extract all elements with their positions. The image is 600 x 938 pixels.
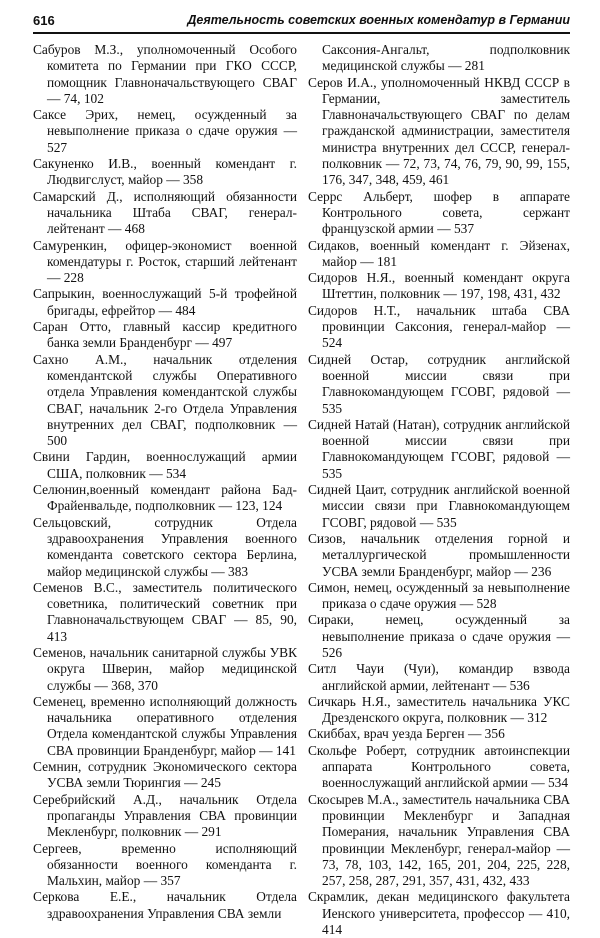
index-columns	[33, 42, 570, 938]
index-entry: Свини Гардин, военнослужащий армии США, полковник — 534	[33, 449, 297, 481]
index-entry: Самарский Д., исполняющий обязанности начальника Штаба СВАГ, генерал-лейтенант — 468	[33, 188, 297, 237]
index-entry: Сидоров Н.Т., начальник штаба СВА провинции Саксония, генерал-майор — 524	[308, 302, 570, 351]
index-entry: Саксе Эрих, немец, осужденный за невыполнение приказа о сдаче оружия — 527	[33, 107, 297, 155]
index-entry: Серрс Альберт, шофер в аппарате Контрольного совета, сержант французской армии — 537	[308, 188, 570, 237]
index-entry: Сапрыкин, военнослужащий 5-й трофейной бригады, ефрейтор — 484	[33, 286, 297, 318]
index-entry: Серов И.А., уполномоченный НКВД СССР в Германии, заместитель Главноначальствующего СВАГ по делам гражданской администрации, заместителя министра внутренних дел СССР, генерал-полковник — 72, 73, 74, 76, 79, 90, 99, 155, 176, 347, 348, 459, 461	[308, 74, 570, 188]
index-entry: Самуренкин, офицер-экономист военной комендатуры г. Росток, старший лейтенант — 228	[33, 237, 297, 286]
index-entry: Сидаков, военный комендант г. Эйзенах, майор — 181	[308, 237, 570, 269]
index-entry: Сакуненко И.В., военный комендант г. Людвигслуст, майор — 358	[33, 156, 297, 188]
index-entry: Скрамлик, декан медицинского факультета Иенского университета, профессор — 410, 414	[308, 889, 570, 938]
index-entry: Серкова Е.Е., начальник Отдела здравоохранения Управления СВА земли	[33, 889, 297, 921]
page-number: 616	[33, 13, 55, 28]
index-entry: Селюнин,военный комендант района Бад-Фрайенвальде, подполковник — 123, 124	[33, 482, 297, 514]
index-entry: Саксония-Ангальт, подполковник медицинской службы — 281	[322, 42, 570, 74]
index-entry: Семенов, начальник санитарной службы УВК округа Шверин, майор медицинской службы — 368, 370	[33, 644, 297, 693]
index-entry: Сичкарь Н.Я., заместитель начальника УКС Дрезденского округа, полковник — 312	[308, 693, 570, 726]
index-entry: Саран Отто, главный кассир кредитного банка земли Бранденбург — 497	[33, 319, 297, 351]
index-entry: Сизов, начальник отделения горной и металлургической промышленности УСВА земли Бранденбург, майор — 236	[308, 530, 570, 579]
index-entry: Симон, немец, осужденный за невыполнение приказа о сдаче оружия — 528	[308, 579, 570, 612]
right-column	[308, 42, 570, 938]
index-entry: Сидней Остар, сотрудник английской военной миссии связи при Главнокомандующем ГСОВГ, рядовой — 535	[308, 351, 570, 416]
index-entry: Семнин, сотрудник Экономического сектора УСВА земли Тюрингия — 245	[33, 759, 297, 791]
index-entry: Скосырев М.А., заместитель начальника СВА провинции Мекленбург и Западная Померания, начальник Управления СВА провинции Мекленбург, генерал-майор — 73, 78, 103, 142, 165, 201, 204, 225, 228, 257, 258, 287, 291, 357, 431, 432, 433	[308, 791, 570, 889]
left-column	[33, 42, 297, 922]
index-entry: Ситл Чауи (Чуи), командир взвода английской армии, лейтенант — 536	[308, 661, 570, 693]
index-entry: Сидней Цаит, сотрудник английской военной миссии связи при Главнокомандующем ГСОВГ, рядовой — 535	[308, 482, 570, 530]
running-title: Деятельность советских военных комендатур в Германии	[187, 13, 570, 27]
index-entry: Скиббах, врач уезда Берген — 356	[308, 726, 505, 742]
index-entry: Сираки, немец, осужденный за невыполнение приказа о сдаче оружия — 526	[308, 612, 570, 660]
index-entry: Сидоров Н.Я., военный комендант округа Штеттин, полковник — 197, 198, 431, 432	[308, 270, 570, 302]
index-entry: Сидней Натай (Натан), сотрудник английской военной миссии связи при Главнокомандующем ГСОВГ, рядовой — 535	[308, 416, 570, 481]
index-entry: Семенов В.С., заместитель политического советника, политический советник при Главноначальствующем СВАГ — 85, 90, 413	[33, 579, 297, 644]
index-entry: Серебрийский А.Д., начальник Отдела пропаганды Управления СВА провинции Мекленбург, полковник — 291	[33, 791, 297, 840]
index-entry: Семенец, временно исполняющий должность начальника оперативного отделения Отдела комендантской службы Управления СВА провинции Бранденбург, майор — 141	[33, 693, 297, 758]
index-entry: Сергеев, временно исполняющий обязанности военного коменданта г. Мальхин, майор — 357	[33, 840, 297, 889]
page-header	[33, 12, 570, 34]
index-entry: Сельцовский, сотрудник Отдела здравоохранения Управления военного коменданта советского сектора Берлина, майор медицинской службы — 383	[33, 514, 297, 579]
index-entry: Скольфе Роберт, сотрудник автоинспекции аппарата Контрольного совета, военнослужащий английской армии — 534	[308, 742, 570, 791]
index-entry: Сабуров М.З., уполномоченный Особого комитета по Германии при ГКО СССР, помощник Главноначальствующего СВАГ — 74, 102	[33, 42, 297, 106]
index-entry: Сахно А.М., начальник отделения комендантской службы Оперативного отдела Управления комендантской службы СВАГ, начальник 2-го Отдела Управления внутренних дел СВАГ, подполковник — 500	[33, 351, 297, 449]
